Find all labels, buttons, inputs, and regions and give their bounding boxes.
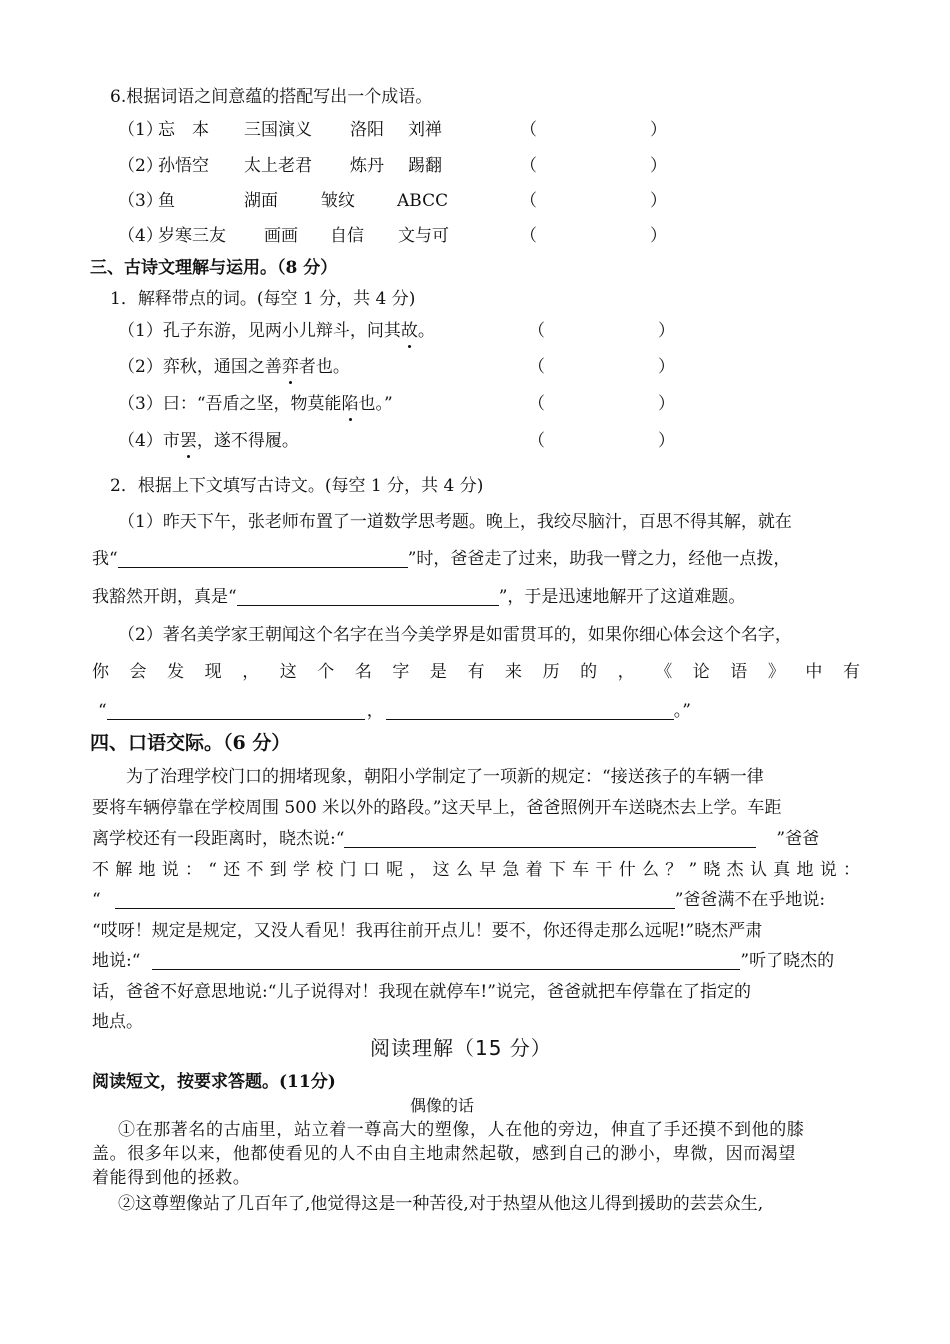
story-p2-line1: ②这尊塑像站了几百年了,他觉得这是一种苦役,对于热望从他这儿得到援助的芸芸众生, — [118, 1194, 764, 1214]
text: 地说:“ — [92, 951, 141, 971]
fill-p1-line2 — [92, 548, 790, 570]
char: 是 — [429, 662, 447, 682]
answer-paren-close: ） — [650, 156, 667, 176]
explain-item-1 — [118, 320, 435, 342]
char: ， — [617, 662, 635, 682]
answer-paren-open: （ — [520, 191, 537, 211]
item-text: 。 — [417, 321, 435, 341]
text: ”听了晓杰的 — [740, 951, 835, 971]
q6-word: 炼丹 — [350, 156, 384, 176]
explain-item-3 — [118, 393, 393, 415]
q6-word: 太上老君 — [244, 156, 312, 176]
char: 你 — [92, 662, 109, 682]
section-3-sub2: 2．根据上下文填写古诗文。(每空 1 分，共 4 分) — [110, 476, 484, 496]
answer-paren-open: （ — [528, 357, 545, 377]
story-p1-line3: 着能得到他的拯救。 — [92, 1168, 251, 1188]
q6-title: 6.根据词语之间意蕴的搭配写出一个成语。 — [110, 87, 433, 107]
char: 有 — [842, 662, 860, 682]
char: 发 — [167, 662, 185, 682]
story-title: 偶像的话 — [410, 1096, 475, 1115]
answer-blank[interactable] — [237, 587, 499, 606]
q6-word: 湖面 — [244, 191, 278, 211]
answer-blank[interactable] — [118, 549, 408, 568]
q6-word: 鱼 — [158, 191, 175, 211]
char: 这 — [279, 662, 297, 682]
text: 我“ — [92, 549, 118, 569]
explain-item-2 — [118, 356, 350, 378]
answer-paren-close: ） — [658, 431, 675, 451]
text: 我豁然开朗，真是“ — [92, 587, 237, 607]
q6-word: 踢翻 — [408, 156, 442, 176]
q6-word: 刘禅 — [408, 120, 442, 140]
q6-word: 自信 — [330, 226, 364, 246]
item-text: （1）孔子东游，见两小儿辩斗，问其 — [118, 321, 401, 341]
fill-p2-line1: （2）著名美学家王朝闻这个名字在当今美学界是如雷贯耳的，如果你细心体会这个名字， — [118, 625, 792, 645]
text: ， — [366, 701, 384, 721]
q6-word: 岁寒三友 — [158, 226, 226, 246]
q6-word: 忘 本 — [158, 120, 209, 140]
answer-blank[interactable] — [152, 951, 740, 970]
dialog-line-3 — [92, 828, 819, 850]
char: 》 — [767, 662, 785, 682]
char: 《 — [655, 662, 673, 682]
item-text: （2）弈秋，通国之善 — [118, 357, 282, 377]
answer-paren-close: ） — [650, 226, 667, 246]
char: 有 — [467, 662, 485, 682]
answer-paren-open: （ — [528, 394, 545, 414]
char: 个 — [317, 662, 335, 682]
section-3-sub1: 1．解释带点的词。(每空 1 分，共 4 分) — [110, 289, 416, 309]
char: 现 — [204, 662, 222, 682]
char: 的 — [580, 662, 598, 682]
section-4-title: 四、口语交际。（6 分） — [90, 732, 291, 754]
q6-word: 三国演义 — [244, 120, 312, 140]
text: ”爸爸满不在乎地说: — [674, 890, 826, 910]
answer-paren-close: ） — [650, 191, 667, 211]
fill-p1-line1: （1）昨天下午，张老师布置了一道数学思考题。晚上，我绞尽脑汁，百思不得其解，就在 — [118, 512, 792, 532]
item-text: （3）曰：“吾盾之坚，物莫能 — [118, 394, 342, 414]
char: 历 — [542, 662, 560, 682]
item-text: ，遂不得履。 — [196, 431, 299, 451]
answer-blank[interactable] — [115, 890, 675, 909]
text: ”爸爸 — [776, 829, 820, 849]
q6-row-num: （4） — [118, 226, 163, 246]
q6-word: 孙悟空 — [158, 156, 209, 176]
dotted-word: 故 — [400, 321, 418, 341]
answer-paren-open: （ — [528, 321, 545, 341]
text: “ — [92, 890, 101, 910]
q6-word: 文与可 — [398, 226, 449, 246]
q6-row-num: （3） — [118, 191, 163, 211]
answer-paren-open: （ — [528, 431, 545, 451]
dotted-word: 罢 — [179, 431, 197, 451]
explain-item-4 — [118, 430, 299, 452]
text: 。” — [673, 701, 691, 721]
char: 中 — [805, 662, 823, 682]
char: 会 — [129, 662, 147, 682]
answer-paren-open: （ — [520, 120, 537, 140]
q6-word: 皱纹 — [321, 191, 355, 211]
item-text: （4）市 — [118, 431, 180, 451]
dialog-line-1: 为了治理学校门口的拥堵现象，朝阳小学制定了一项新的规定：“接送孩子的车辆一律 — [126, 767, 764, 787]
section-3-title: 三、古诗文理解与运用。（8 分） — [90, 258, 338, 278]
char: 语 — [730, 662, 748, 682]
char: 名 — [354, 662, 372, 682]
dialog-line-8: 话，爸爸不好意思地说:“儿子说得对！我现在就停车!”说完，爸爸就把车停靠在了指定的 — [92, 982, 751, 1002]
char: 论 — [692, 662, 710, 682]
answer-blank[interactable] — [107, 701, 365, 720]
answer-paren-close: ） — [658, 321, 675, 341]
reading-title: 阅读理解（15 分） — [370, 1036, 552, 1060]
dialog-line-2: 要将车辆停靠在学校周围 500 米以外的路段。”这天早上，爸爸照例开车送晓杰去上学。车距 — [92, 798, 782, 818]
dialog-line-4: 不解地说：“还不到学校门口呢，这么早急着下车干什么？”晓杰认真地说： — [92, 860, 860, 880]
char: 字 — [392, 662, 410, 682]
fill-p1-line3 — [92, 586, 745, 608]
item-text: 也。” — [358, 394, 393, 414]
text: ”时，爸爸走了过来，助我一臂之力，经他一点拨， — [407, 549, 791, 569]
answer-paren-close: ） — [658, 357, 675, 377]
dotted-word: 弈 — [281, 357, 299, 377]
dotted-word: 陷 — [341, 394, 359, 414]
reading-instruction: 阅读短文，按要求答题。(11分) — [92, 1072, 336, 1092]
answer-paren-close: ） — [658, 394, 675, 414]
answer-paren-close: ） — [650, 120, 667, 140]
answer-paren-open: （ — [520, 226, 537, 246]
q6-row-num: （1） — [118, 120, 163, 140]
char: 来 — [505, 662, 523, 682]
char: ， — [242, 662, 260, 682]
q6-word: 洛阳 — [350, 120, 384, 140]
fill-p2-line3 — [98, 700, 691, 722]
q6-word: 画画 — [264, 226, 298, 246]
story-p1-line2: 盖。很多年以来，他都使看见的人不由自主地肃然起敬，感到自己的渺小，卑微，因而渴望 — [92, 1144, 796, 1164]
q6-row-num: （2） — [118, 156, 163, 176]
item-text: 者也。 — [298, 357, 350, 377]
q6-word: ABCC — [397, 191, 449, 211]
dialog-line-7 — [92, 950, 834, 972]
dialog-line-6: “哎呀！规定是规定，又没人看见！我再往前开点儿！要不，你还得走那么远呢!”晓杰严肃 — [92, 921, 763, 941]
text: “ — [98, 701, 107, 721]
dialog-line-5 — [92, 889, 825, 911]
text: ”，于是迅速地解开了这道难题。 — [498, 587, 746, 607]
fill-p2-line2 — [92, 661, 860, 683]
answer-paren-open: （ — [520, 156, 537, 176]
answer-blank[interactable] — [344, 829, 756, 848]
answer-blank[interactable] — [386, 701, 674, 720]
dialog-line-9: 地点。 — [92, 1012, 143, 1032]
story-p1-line1: ①在那著名的古庙里，站立着一尊高大的塑像，人在他的旁边，伸直了手还摸不到他的膝 — [118, 1120, 805, 1140]
text: 离学校还有一段距离时，晓杰说:“ — [92, 829, 345, 849]
